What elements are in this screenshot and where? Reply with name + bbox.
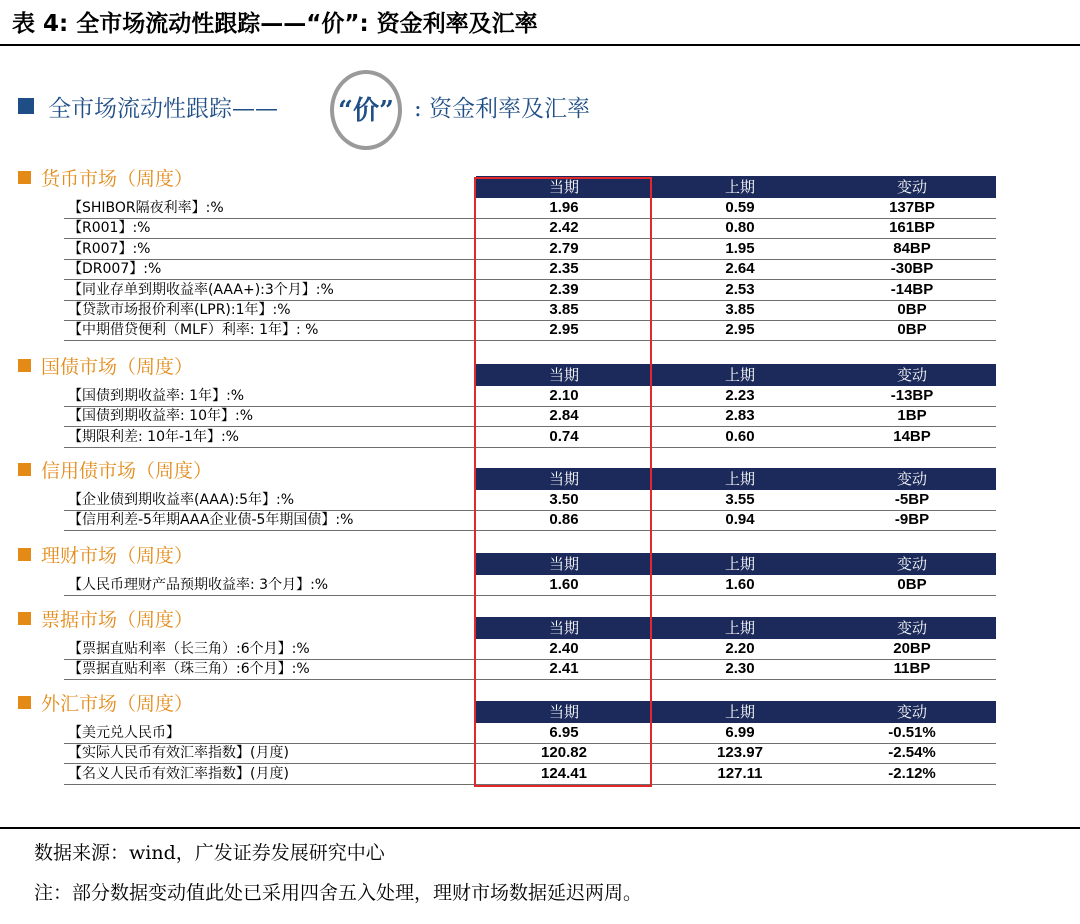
previous-value: 1.60 bbox=[725, 576, 755, 593]
current-value: 0.74 bbox=[549, 427, 579, 445]
previous-value: 127.11 bbox=[717, 764, 763, 782]
square-bullet-icon bbox=[18, 696, 31, 709]
source-note: 数据来源：wind，广发证券发展研究中心 bbox=[34, 842, 385, 864]
change-value: 20BP bbox=[893, 640, 931, 657]
section-title bbox=[18, 354, 193, 380]
table-row bbox=[64, 575, 996, 596]
row-label: 【期限利差: 10年-1年】:% bbox=[68, 428, 239, 445]
row-label: 【R007】:% bbox=[68, 240, 151, 257]
row-label: 【企业债到期收益率(AAA):5年】:% bbox=[68, 492, 295, 508]
square-bullet-icon bbox=[18, 98, 34, 114]
table-row bbox=[64, 764, 996, 785]
change-value: 137BP bbox=[889, 199, 935, 216]
change-value: -2.54% bbox=[888, 744, 936, 762]
change-header: 变动 bbox=[896, 703, 927, 721]
section-title-text: 理财市场（周度） bbox=[41, 545, 194, 567]
table-row bbox=[64, 259, 996, 280]
column-header-bar bbox=[476, 701, 996, 723]
column-header-bar bbox=[476, 617, 996, 639]
previous-value: 2.64 bbox=[725, 260, 755, 278]
current-header: 当期 bbox=[548, 470, 579, 488]
previous-header: 上期 bbox=[724, 178, 755, 196]
table-row bbox=[64, 280, 996, 301]
current-value: 3.50 bbox=[549, 491, 579, 508]
previous-value: 2.30 bbox=[725, 660, 755, 678]
current-value: 6.95 bbox=[549, 724, 579, 741]
row-label: 【票据直贴利率（珠三角）:6个月】:% bbox=[68, 661, 310, 678]
table-row bbox=[64, 427, 996, 448]
previous-header: 上期 bbox=[724, 555, 755, 573]
change-value: 0BP bbox=[897, 301, 927, 318]
square-bullet-icon bbox=[18, 548, 31, 561]
square-bullet-icon bbox=[18, 612, 31, 625]
previous-value: 0.60 bbox=[725, 427, 755, 445]
table-row bbox=[64, 320, 996, 341]
change-value: 0BP bbox=[897, 321, 927, 339]
change-value: -0.51% bbox=[888, 724, 936, 741]
change-value: 161BP bbox=[889, 219, 935, 237]
row-label: 【贷款市场报价利率(LPR):1年】:% bbox=[68, 302, 291, 318]
current-value: 2.79 bbox=[549, 239, 579, 257]
change-header: 变动 bbox=[896, 178, 927, 196]
subheading bbox=[18, 70, 1058, 150]
previous-value: 2.95 bbox=[725, 321, 755, 339]
column-header-bar bbox=[476, 468, 996, 490]
section-title-text: 货币市场（周度） bbox=[41, 168, 194, 190]
table-row bbox=[64, 239, 996, 260]
table-row bbox=[64, 639, 996, 660]
column-header-bar bbox=[476, 553, 996, 575]
current-value: 124.41 bbox=[541, 764, 587, 782]
previous-value: 0.80 bbox=[725, 219, 755, 237]
previous-value: 2.23 bbox=[725, 387, 755, 404]
subheading-circled: “价” bbox=[338, 96, 394, 126]
current-header: 当期 bbox=[548, 366, 579, 384]
current-header: 当期 bbox=[548, 178, 579, 196]
title-divider bbox=[0, 44, 1080, 46]
change-value: -30BP bbox=[890, 260, 934, 278]
current-value: 0.86 bbox=[549, 511, 579, 529]
previous-value: 1.95 bbox=[725, 239, 755, 257]
change-header: 变动 bbox=[896, 366, 927, 384]
square-bullet-icon bbox=[18, 171, 31, 184]
current-value: 2.39 bbox=[549, 280, 579, 298]
page-title: 表 4: 全市场流动性跟踪——“价”: 资金利率及汇率 bbox=[12, 11, 538, 37]
current-header: 当期 bbox=[548, 555, 579, 573]
section-title-text: 票据市场（周度） bbox=[41, 609, 194, 631]
row-label: 【同业存单到期收益率(AAA+):3个月】:% bbox=[68, 281, 334, 298]
row-label: 【中期借贷便利（MLF）利率: 1年】: % bbox=[68, 322, 319, 339]
row-label: 【信用利差-5年期AAA企业债-5年期国债】:% bbox=[68, 512, 354, 529]
current-value: 1.96 bbox=[549, 199, 579, 216]
table-row bbox=[64, 723, 996, 744]
change-value: -5BP bbox=[894, 491, 930, 508]
column-header-bar bbox=[476, 176, 996, 198]
previous-value: 0.59 bbox=[725, 199, 755, 216]
column-header-bar bbox=[476, 364, 996, 386]
change-value: 1BP bbox=[897, 407, 927, 425]
section-title bbox=[18, 607, 193, 633]
row-label: 【国债到期收益率: 1年】:% bbox=[68, 388, 245, 404]
section-title bbox=[18, 691, 193, 717]
table-row bbox=[64, 198, 996, 219]
subheading-left: 全市场流动性跟踪—— bbox=[48, 96, 278, 122]
previous-header: 上期 bbox=[724, 470, 755, 488]
previous-header: 上期 bbox=[724, 619, 755, 637]
current-value: 2.35 bbox=[549, 260, 579, 278]
previous-value: 2.83 bbox=[725, 407, 755, 425]
table-row bbox=[64, 218, 996, 239]
current-value: 120.82 bbox=[541, 744, 587, 762]
change-value: -13BP bbox=[890, 387, 934, 404]
table-row bbox=[64, 510, 996, 531]
change-header: 变动 bbox=[896, 470, 927, 488]
row-label: 【R001】:% bbox=[68, 220, 151, 237]
previous-value: 2.53 bbox=[725, 280, 755, 298]
current-header: 当期 bbox=[548, 703, 579, 721]
current-value: 2.95 bbox=[549, 321, 579, 339]
change-value: 11BP bbox=[893, 660, 931, 678]
previous-header: 上期 bbox=[724, 366, 755, 384]
row-label: 【DR007】:% bbox=[68, 261, 162, 278]
change-value: -14BP bbox=[890, 280, 934, 298]
table-row bbox=[64, 490, 996, 511]
change-header: 变动 bbox=[896, 555, 927, 573]
section-title-text: 信用债市场（周度） bbox=[41, 460, 213, 482]
table-row bbox=[64, 659, 996, 680]
row-label: 【人民币理财产品预期收益率: 3个月】:% bbox=[68, 577, 329, 593]
footer-divider bbox=[0, 827, 1080, 829]
change-value: -2.12% bbox=[888, 764, 936, 782]
table-row bbox=[64, 743, 996, 764]
previous-value: 6.99 bbox=[725, 724, 755, 741]
row-label: 【实际人民币有效汇率指数】(月度) bbox=[68, 745, 289, 762]
current-value: 1.60 bbox=[549, 576, 579, 593]
table-row bbox=[64, 300, 996, 321]
change-value: 14BP bbox=[893, 427, 931, 445]
section-title-text: 国债市场（周度） bbox=[41, 356, 194, 378]
square-bullet-icon bbox=[18, 359, 31, 372]
section-title-text: 外汇市场（周度） bbox=[41, 693, 194, 715]
current-header: 当期 bbox=[548, 619, 579, 637]
footnote: 注：部分数据变动值此处已采用四舍五入处理，理财市场数据延迟两周。 bbox=[34, 882, 643, 904]
current-value: 3.85 bbox=[549, 301, 579, 318]
row-label: 【SHIBOR隔夜利率】:% bbox=[68, 200, 224, 216]
current-value: 2.41 bbox=[549, 660, 579, 678]
row-label: 【美元兑人民币】 bbox=[68, 725, 180, 741]
table-row bbox=[64, 386, 996, 407]
square-bullet-icon bbox=[18, 463, 31, 476]
subheading-right: : 资金利率及汇率 bbox=[414, 96, 591, 122]
section-title bbox=[18, 543, 193, 569]
change-value: -9BP bbox=[894, 511, 930, 529]
row-label: 【票据直贴利率（长三角）:6个月】:% bbox=[68, 641, 310, 657]
current-value: 2.84 bbox=[549, 407, 579, 425]
previous-value: 3.85 bbox=[725, 301, 755, 318]
current-value: 2.42 bbox=[549, 219, 579, 237]
row-label: 【国债到期收益率: 10年】:% bbox=[68, 408, 254, 425]
change-header: 变动 bbox=[896, 619, 927, 637]
section-title bbox=[18, 458, 212, 484]
previous-value: 2.20 bbox=[725, 640, 755, 657]
row-label: 【名义人民币有效汇率指数】(月度) bbox=[68, 765, 289, 782]
previous-value: 3.55 bbox=[725, 491, 755, 508]
current-value: 2.10 bbox=[549, 387, 579, 404]
section-title bbox=[18, 166, 193, 192]
previous-value: 0.94 bbox=[725, 511, 755, 529]
previous-value: 123.97 bbox=[717, 744, 763, 762]
price-circle-badge bbox=[330, 70, 402, 150]
change-value: 84BP bbox=[893, 239, 931, 257]
change-value: 0BP bbox=[897, 576, 927, 593]
previous-header: 上期 bbox=[724, 703, 755, 721]
current-value: 2.40 bbox=[549, 640, 579, 657]
table-row bbox=[64, 406, 996, 427]
